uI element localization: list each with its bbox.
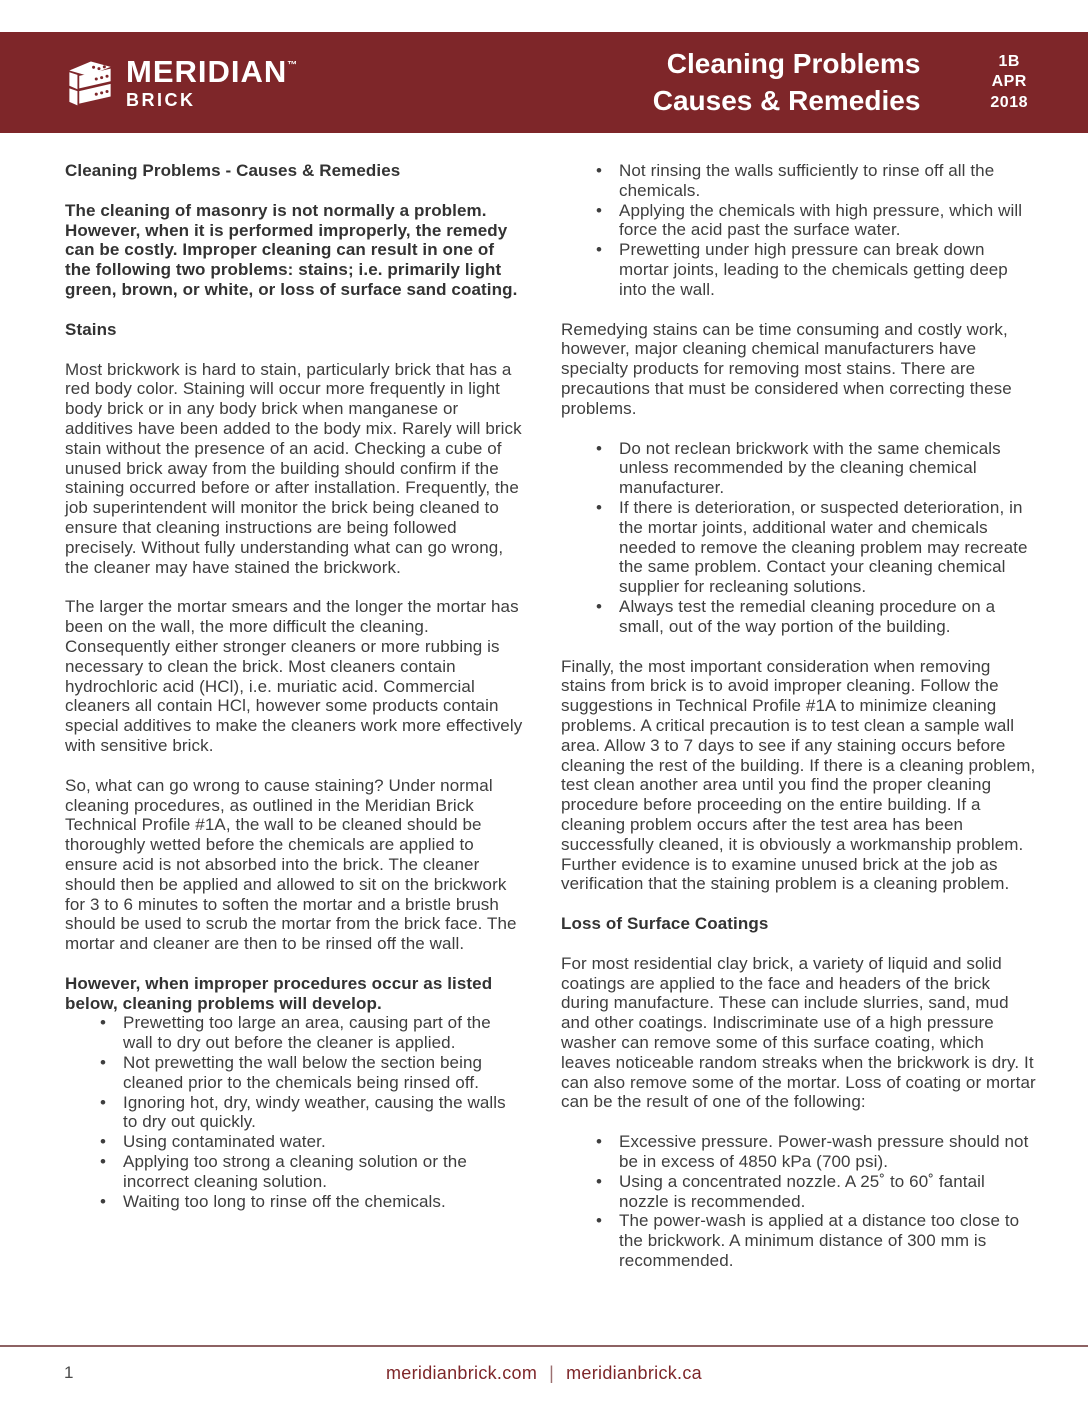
bullet-icon: • xyxy=(100,1132,107,1152)
bullet-text: Using contaminated water. xyxy=(123,1132,326,1152)
bullet-text: Prewetting under high pressure can break down mortar joints, leading to the chemicals getting deep into the wall. xyxy=(619,240,1008,299)
bullet-item xyxy=(65,1053,523,1093)
logo-sub-text: BRICK xyxy=(126,90,196,110)
bullet-text: Ignoring hot, dry, windy weather, causing the walls to dry out quickly. xyxy=(123,1092,506,1132)
section-heading: Stains xyxy=(65,319,117,339)
bullet-item xyxy=(561,439,1037,498)
bullet-icon: • xyxy=(596,438,603,458)
footer-divider xyxy=(0,1345,1088,1347)
bullet-text: Applying the chemicals with high pressure, which will force the acid past the surface water. xyxy=(619,200,1023,240)
document-body xyxy=(65,161,1037,1291)
bullet-text: Excessive pressure. Power-wash pressure should not be in excess of 4850 kPa (700 psi). xyxy=(619,1132,1029,1172)
bullet-text: Not rinsing the walls sufficiently to rinse off all the chemicals. xyxy=(619,161,995,200)
bullet-list xyxy=(561,1132,1037,1271)
link-meridianbrick-ca[interactable]: meridianbrick.ca xyxy=(566,1363,702,1383)
bullet-text: Not prewetting the wall below the section being cleaned prior to the chemicals being rinsed off. xyxy=(123,1053,483,1092)
bullet-item xyxy=(65,1192,523,1212)
left-column xyxy=(65,161,523,1291)
bullet-item xyxy=(561,1211,1037,1270)
paragraph: Remedying stains can be time consuming and costly work, however, major cleaning chemical manufacturers have specialty products for removing most stains. There are precautions that must be considered when correcting these problems. xyxy=(561,319,1012,418)
paragraph: Most brickwork is hard to stain, particularly brick that has a red body color. Staining will occur more frequently in light body brick or in any body brick when manganese or additives have been added to the body mix. Rarely will brick stain without the presence of an acid. Checking a cube of unused brick away from the building should confirm if the staining occurred before or after installation. Frequently, the job superintendent will monitor the brick being cleaned to ensure that cleaning instructions are being followed precisely. Without fully understanding what can go wrong, the cleaner may have stained the brickwork. xyxy=(65,359,522,577)
document-code-date xyxy=(990,52,1028,113)
header-right xyxy=(653,32,1028,133)
paragraph: So, what can go wrong to cause staining? Under normal cleaning procedures, as outlined in the Meridian Brick Technical Profile #1A, the wall to be cleaned should be thoroughly wetted before the chemicals are applied to ensure acid is not absorbed into the brick. The cleaner should then be applied and allowed to sit on the brickwork for 3 to 6 minutes to soften the mortar and a bristle brush should be used to scrub the mortar from the brick face. The mortar and cleaner are then to be rinsed off the wall. xyxy=(65,775,517,954)
section-heading: Cleaning Problems - Causes & Remedies xyxy=(65,161,401,180)
document-title xyxy=(653,46,921,119)
bullet-item xyxy=(65,1152,523,1192)
bullet-text: Waiting too long to rinse off the chemicals. xyxy=(123,1191,446,1211)
page-number: 1 xyxy=(64,1363,74,1382)
bullet-item xyxy=(561,240,1037,299)
bullet-text: If there is deterioration, or suspected deterioration, in the mortar joints, additional water and chemicals needed to remove the cleaning problem may recreate the same problem. Contact your cleaning chemical supplier for recleaning solutions. xyxy=(619,497,1028,597)
bullet-item xyxy=(561,161,1037,201)
paragraph: For most residential clay brick, a variety of liquid and solid coatings are applied to the face and headers of the brick during manufacture. These can include slurries, sand, mud and other coatings. Indiscriminate use of a high pressure washer can remove some of this surface coating, which leaves noticeable random streaks when the brickwork is dry. It can also remove some of the mortar. Loss of coating or mortar can be the result of one of the following: xyxy=(561,953,1036,1112)
bullet-icon: • xyxy=(596,240,603,260)
bullet-icon: • xyxy=(100,1191,107,1211)
bullet-item xyxy=(561,1172,1037,1212)
bullet-icon: • xyxy=(596,161,603,180)
bullet-icon: • xyxy=(596,1211,603,1231)
bullet-icon: • xyxy=(596,596,603,616)
document-year: 2018 xyxy=(990,93,1028,111)
bullet-item xyxy=(561,597,1037,637)
bullet-text: Always test the remedial cleaning procedure on a small, out of the way portion of the building. xyxy=(619,596,996,636)
logo-brand-text xyxy=(126,56,297,87)
link-meridianbrick-com[interactable]: meridianbrick.com xyxy=(386,1363,538,1383)
bullet-icon: • xyxy=(596,1132,603,1152)
bullet-list xyxy=(65,1013,523,1211)
bullet-icon: • xyxy=(100,1013,107,1033)
bullet-item xyxy=(65,1013,523,1053)
paragraph: The cleaning of masonry is not normally a problem. However, when it is performed improperly, the remedy can be costly. Improper cleaning can result in one of the following two problems: stains; i.e. primarily light green, brown, or white, or loss of surface sand coating. xyxy=(65,200,518,299)
paragraph: However, when improper procedures occur as listed below, cleaning problems will develop. xyxy=(65,973,493,1013)
right-column xyxy=(561,161,1037,1291)
bullet-item xyxy=(65,1093,523,1133)
document-title-line2: Causes & Remedies xyxy=(652,84,921,116)
header-band xyxy=(0,32,1088,133)
section-heading: Loss of Surface Coatings xyxy=(561,914,769,934)
document-title-line1: Cleaning Problems xyxy=(666,48,921,80)
paragraph: Finally, the most important consideration when removing stains from brick is to avoid improper cleaning. Follow the suggestions in Technical Profile #1A to minimize cleaning problems. A critical precaution is to test clean a sample wall area. Allow 3 to 7 days to see if any staining occurs before cleaning the rest of the building. If there is a cleaning problem, test clean another area until you find the proper cleaning procedure before proceeding on the entire building. If a cleaning problem occurs after the test area has been successfully cleaned, it is obviously a workmanship problem. Further evidence is to examine unused brick at the job as verification that the staining problem is a cleaning problem. xyxy=(561,656,1036,894)
bullet-item xyxy=(561,201,1037,241)
bullet-list xyxy=(561,439,1037,637)
trademark-symbol: ™ xyxy=(287,60,298,71)
bullet-icon: • xyxy=(100,1053,107,1073)
bullet-item xyxy=(561,1132,1037,1172)
bullet-text: Applying too strong a cleaning solution or the incorrect cleaning solution. xyxy=(123,1152,467,1191)
logo-brand-name: MERIDIAN xyxy=(126,54,288,89)
bullet-text: Do not reclean brickwork with the same chemicals unless recommended by the cleaning chemical manufacturer. xyxy=(619,438,1001,498)
bullet-text: Using a concentrated nozzle. A 25˚ to 60˚ fantail nozzle is recommended. xyxy=(619,1171,985,1211)
bullet-icon: • xyxy=(100,1092,107,1112)
bullet-icon: • xyxy=(596,1171,603,1191)
bullet-icon: • xyxy=(596,200,603,220)
bullet-icon: • xyxy=(596,497,603,517)
footer-separator: | xyxy=(549,1363,555,1383)
bullet-item xyxy=(65,1132,523,1152)
bullet-icon: • xyxy=(100,1152,107,1172)
logo-wordmark xyxy=(126,56,297,109)
document-month: APR xyxy=(991,73,1027,91)
bullet-text: Prewetting too large an area, causing part of the wall to dry out before the cleaner is applied. xyxy=(123,1013,491,1053)
bullet-text: The power-wash is applied at a distance too close to the brickwork. A minimum distance of 300 mm is recommended. xyxy=(619,1211,1020,1271)
bullet-item xyxy=(561,498,1037,597)
paragraph: The larger the mortar smears and the longer the mortar has been on the wall, the more difficult the cleaning. Consequently either stronger cleaners or more rubbing is necessary to clean the brick. Most cleaners contain hydrochloric acid (HCl), i.e. muriatic acid. Commercial cleaners all contain HCl, however some products contain special additives to make the cleaners work more effectively with sensitive brick. xyxy=(65,597,523,755)
brick-stack-icon xyxy=(64,54,116,112)
footer-links xyxy=(0,1363,1088,1384)
document-code: 1B xyxy=(998,52,1020,70)
meridian-brick-logo xyxy=(64,54,297,112)
bullet-list xyxy=(561,161,1037,300)
